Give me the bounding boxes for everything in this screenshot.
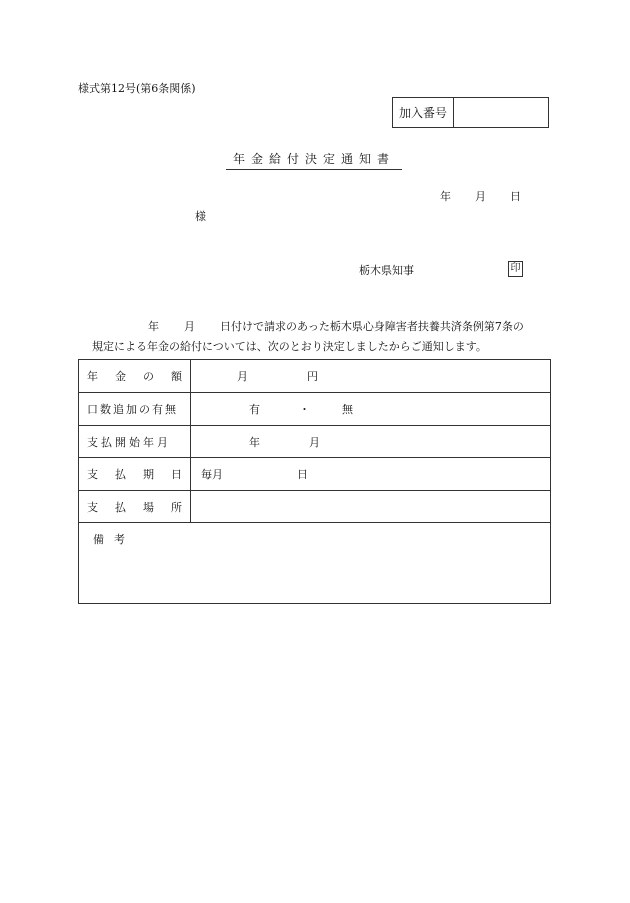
seal-stamp: 印 [508,261,523,277]
row-label-payment-place [79,491,191,522]
unit-day: 日 [297,468,308,481]
issuer-name: 栃木県知事 [359,264,414,277]
body-month: 月 [184,320,195,333]
row-label-payment-start [79,426,191,457]
membership-number-box [392,97,549,128]
body-text-line-2: 規定による年金の給付については、次のとおり決定しましたからご通知します。 [92,340,487,353]
label-char: 日 [171,468,182,481]
unit-yen: 円 [307,370,318,383]
payment-place-cell[interactable] [191,491,550,522]
label-char: 場 [143,500,154,514]
recipient-honorific: 様 [195,210,206,223]
remarks-cell[interactable] [79,523,550,603]
label-char: 年 [87,370,98,383]
label-char: 払 [115,468,126,481]
date-month: 月 [475,190,486,203]
membership-number-label: 加入番号 [393,98,454,127]
table-row [79,393,550,426]
remarks-label: 備考 [93,533,135,546]
label-char: 期 [143,468,154,481]
pension-info-table [78,359,551,604]
issue-date [440,188,545,204]
row-label-additional-units [79,393,191,425]
label-text: 口数追加の有無 [87,403,178,416]
option-no: 無 [342,403,353,416]
table-row [79,458,550,491]
form-number-label: 様式第12号(第6条関係) [78,82,196,95]
label-char: 額 [171,370,182,383]
row-label-payment-date [79,458,191,490]
pension-amount-cell[interactable] [191,360,550,392]
unit-month: 月 [237,370,248,383]
label-char: 金 [115,370,126,383]
body-line1-rest: 日付けで請求のあった栃木県心身障害者扶養共済条例第7条の [220,320,524,333]
body-year: 年 [148,320,159,333]
unit-month: 月 [309,435,320,449]
additional-units-cell[interactable] [191,393,550,425]
payment-date-cell[interactable] [191,458,550,490]
payment-start-cell[interactable] [191,426,550,457]
label-char: 所 [171,500,182,514]
option-separator: ・ [299,403,310,416]
row-label-pension-amount [79,360,191,392]
label-char: 払 [115,500,126,514]
every-month-text: 毎月 [201,468,223,481]
document-title: 年金給付決定通知書 [226,150,402,170]
label-text: 支払開始年月 [87,435,171,449]
option-yes: 有 [249,403,260,416]
table-row [79,491,550,523]
date-year: 年 [440,190,451,203]
date-day: 日 [510,190,521,203]
label-char: の [143,370,154,383]
table-row [79,360,550,393]
body-text-line-1 [148,318,524,334]
unit-year: 年 [249,435,260,449]
table-row [79,426,550,458]
label-char: 支 [87,500,98,514]
label-char: 支 [87,468,98,481]
membership-number-field[interactable] [454,98,548,127]
